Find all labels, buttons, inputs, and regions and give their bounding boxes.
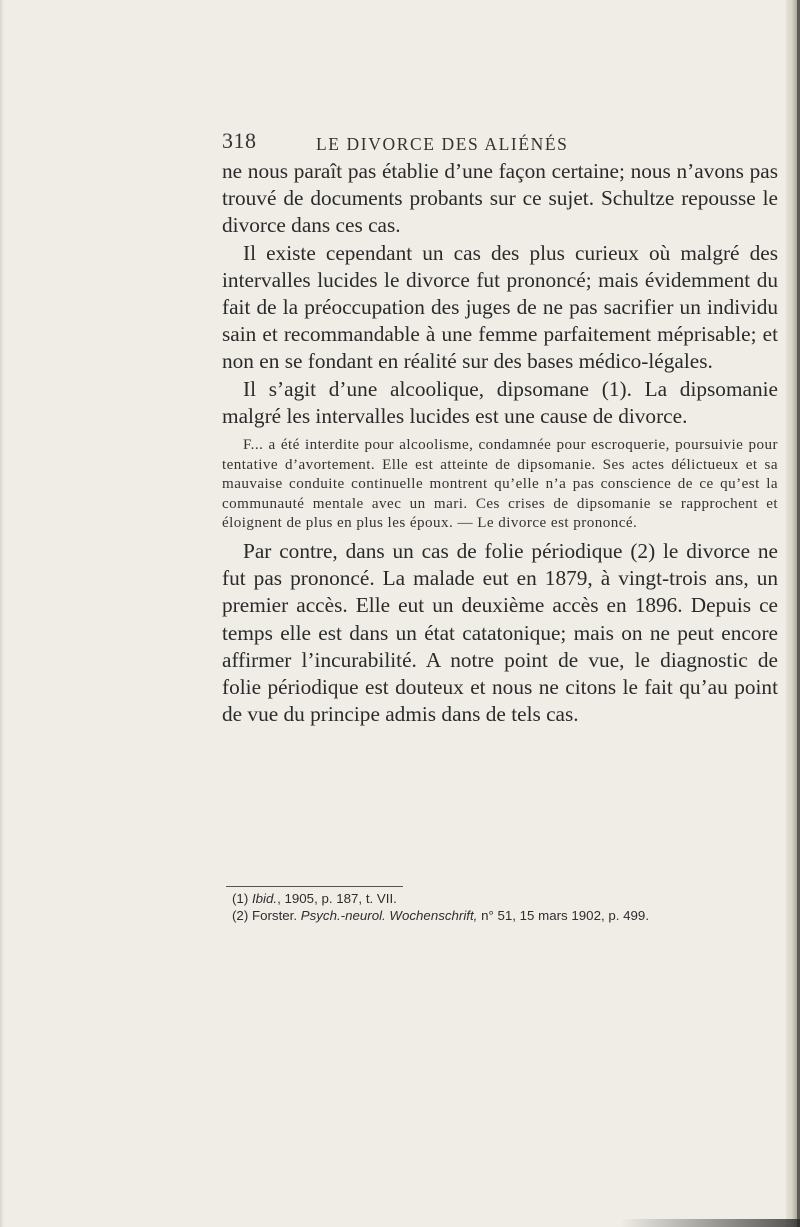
footnote-author: Forster. <box>251 908 298 924</box>
page-bottom-shadow <box>620 1219 800 1227</box>
footnote-marker: (1) <box>232 891 249 906</box>
page-number: 318 <box>222 128 257 153</box>
footnote-2 <box>232 907 780 924</box>
page-left-edge <box>0 0 4 1227</box>
paragraph: Par contre, dans un cas de folie périodique (2) le divorce ne fut pas prononcé. La malade eut en 1879, à vingt-trois ans, un premier accès. Elle eut un deuxième accès en 1896. Depuis ce temps elle est dans un état catatonique; mais on ne peut encore affirmer l’incurabilité. A notre point de vue, le diagnostic de folie périodique est douteux et nous ne citons le fait qu’au point de vue du principe admis dans de tels cas. <box>222 539 778 727</box>
paragraph: ne nous paraît pas établie d’une façon certaine; nous n’avons pas trouvé de documents probants sur ce sujet. Schultze repousse le divorce dans ces cas. <box>222 159 778 238</box>
footnote-1 <box>232 890 780 907</box>
footnote-divider <box>226 886 403 887</box>
footnote-citation: , 1905, p. 187, t. VII. <box>277 891 397 906</box>
footnote-journal: Psych.-neurol. Wochenschrift, <box>300 908 478 924</box>
running-title: LE DIVORCE DES ALIÉNÉS <box>316 134 569 154</box>
paragraph: Il s’agit d’une alcoolique, dipsomane (1). La dipsomanie malgré les intervalles lucides est une cause de divorce. <box>222 376 778 428</box>
case-report: F... a été interdite pour alcoolisme, condamnée pour escroquerie, poursuivie pour tentative d’avortement. Elle est atteinte de dipsomanie. Ses actes délictueux et sa mauvaise conduite continuelle montrent qu’elle n’a pas conscience de ce qu’est la communauté mentale avec un mari. Ces crises de dipsomanie se rapprochent et éloignent de plus en plus les époux. — Le divorce est prononcé. <box>222 437 778 532</box>
body-text <box>222 158 778 728</box>
footnote-citation: n° 51, 15 mars 1902, p. 499. <box>481 908 650 924</box>
footnote-source: Ibid. <box>251 891 278 906</box>
page-header <box>222 128 782 162</box>
footnotes <box>232 890 780 925</box>
paragraph: Il existe cependant un cas des plus curieux où malgré des intervalles lucides le divorce fut prononcé; mais évidemment du fait de la préoccupation des juges de ne pas sacrifier un individu sain et recommandable à une femme parfaitement méprisable; et non en se fondant en réalité sur des bases médico-légales. <box>222 240 778 374</box>
footnote-marker: (2) <box>232 908 249 924</box>
